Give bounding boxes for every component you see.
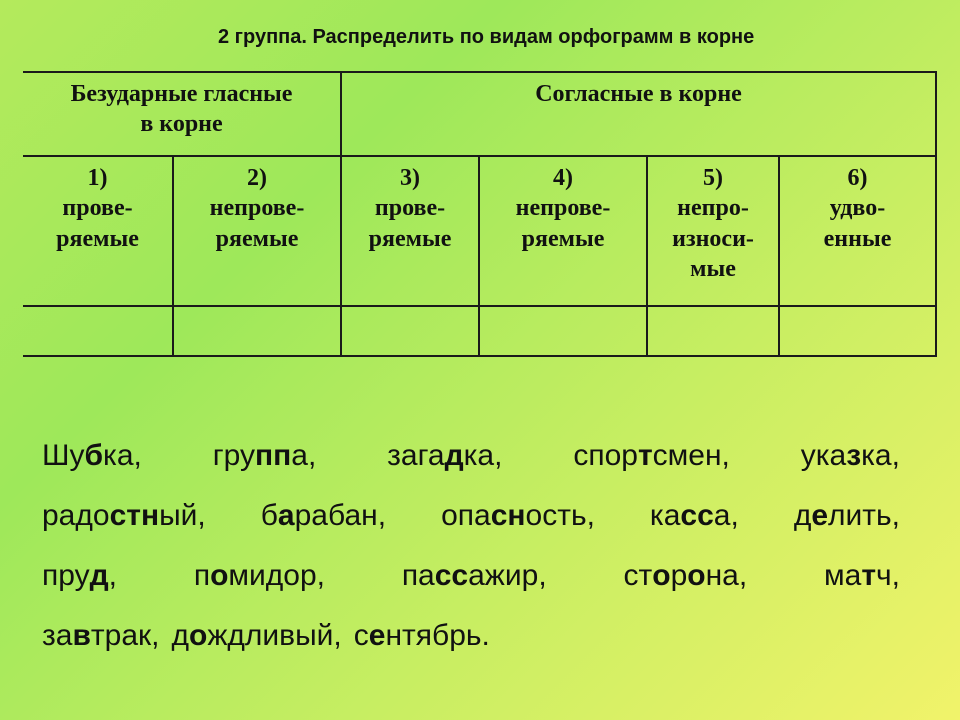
word-part: на,	[705, 559, 748, 592]
header-unstressed-vowels	[23, 72, 341, 156]
word-part: гру	[212, 439, 256, 472]
column-header-line: 6)	[847, 165, 868, 191]
column-header-1	[23, 156, 173, 306]
word	[794, 499, 900, 533]
column-header-4	[479, 156, 647, 306]
column-header-line: непрове-	[515, 195, 611, 222]
answer-cell-6[interactable]	[779, 306, 936, 356]
word-part: ка	[649, 499, 681, 532]
word	[42, 499, 206, 533]
word	[650, 499, 739, 533]
word	[441, 499, 595, 533]
orthogram-highlight: д	[89, 559, 109, 592]
word	[801, 439, 900, 473]
column-header-line: износи-	[672, 225, 754, 252]
word-part: ка,	[463, 439, 503, 472]
word	[824, 559, 900, 593]
column-header-line: непро-	[677, 195, 749, 222]
word-line	[42, 606, 900, 666]
word-part: б	[260, 499, 278, 532]
word-part: ка,	[103, 439, 142, 472]
word	[261, 499, 386, 533]
orthogram-highlight: о	[687, 559, 706, 592]
word	[573, 439, 730, 473]
word-part: трак,	[90, 619, 160, 652]
orthogram-highlight: о	[210, 559, 229, 592]
orthogram-highlight: а	[277, 499, 295, 532]
word-part: рабан,	[294, 499, 387, 532]
column-header-3	[341, 156, 479, 306]
word-part: ма	[824, 559, 862, 592]
column-header-line: ряемые	[215, 225, 299, 252]
word	[42, 559, 117, 593]
word	[354, 619, 490, 653]
column-header-line: енные	[823, 225, 892, 252]
orthogram-highlight: т	[637, 439, 653, 472]
orthogram-highlight: сн	[490, 499, 526, 532]
group-header-line: Согласные в корне	[535, 81, 742, 107]
column-header-line: удво-	[829, 195, 886, 222]
column-header-line: прове-	[62, 195, 133, 222]
answer-cell-2[interactable]	[173, 306, 341, 356]
word-part: ка,	[861, 439, 900, 472]
word	[171, 619, 341, 653]
word-part: опа	[441, 499, 491, 532]
word-line	[42, 486, 900, 546]
word	[402, 559, 547, 593]
orthogram-highlight: стн	[109, 499, 160, 532]
slide-title: 2 группа. Распределить по видам орфограмм в корне	[218, 26, 755, 48]
word-part: па	[401, 559, 435, 592]
column-header-line: 4)	[553, 165, 573, 191]
answer-cell-1[interactable]	[23, 306, 173, 356]
word-part: мидор,	[228, 559, 325, 592]
word-part: с	[353, 619, 369, 652]
column-header-line: непрове-	[209, 195, 305, 222]
word-part: пру	[42, 559, 90, 592]
word-part: п	[193, 559, 211, 592]
orthogram-highlight: е	[368, 619, 386, 652]
word	[194, 559, 325, 593]
orthogram-highlight: сс	[434, 559, 469, 592]
word-part: ый,	[159, 499, 206, 532]
word-part: радо	[42, 499, 110, 532]
header-consonants	[341, 72, 936, 156]
word-part: смен,	[652, 439, 730, 472]
group-header-line: Безударные гласные	[70, 81, 293, 107]
orthogram-highlight: сс	[680, 499, 714, 532]
column-header-line: ряемые	[56, 225, 139, 252]
word-part: д	[793, 499, 812, 532]
word-part: спор	[573, 439, 638, 472]
word	[387, 439, 502, 473]
orthogram-table	[23, 71, 937, 357]
column-header-5	[647, 156, 779, 306]
word-part: лить,	[828, 499, 900, 532]
word-part: д	[171, 619, 189, 652]
word-part: за	[42, 619, 73, 652]
orthogram-highlight: т	[861, 559, 877, 592]
answer-cell-3[interactable]	[341, 306, 479, 356]
column-header-line: ряемые	[521, 225, 605, 252]
word-line	[42, 426, 900, 486]
column-header-line: мые	[690, 256, 736, 283]
word-line	[42, 546, 900, 606]
column-header-line: 3)	[400, 165, 420, 191]
orthogram-highlight: з	[846, 439, 862, 472]
word-part: ость,	[525, 499, 595, 532]
orthogram-highlight: пп	[255, 439, 292, 472]
answer-cell-4[interactable]	[479, 306, 647, 356]
group-header-line: в корне	[140, 111, 223, 138]
word	[623, 559, 747, 593]
word-part: Шу	[42, 439, 85, 472]
orthogram-highlight: е	[811, 499, 829, 532]
word-part: ука	[800, 439, 847, 472]
word-list	[42, 426, 900, 666]
word-part: ,	[108, 559, 117, 592]
word-part: нтябрь.	[385, 619, 490, 652]
column-header-line: 1)	[87, 165, 108, 191]
orthogram-highlight: б	[84, 439, 104, 472]
column-header-line: прове-	[374, 195, 446, 222]
orthogram-highlight: о	[189, 619, 208, 652]
column-header-2	[173, 156, 341, 306]
orthogram-highlight: д	[444, 439, 464, 472]
word-part: ч,	[876, 559, 900, 592]
word-part: р	[670, 559, 688, 592]
column-header-line: 5)	[703, 165, 723, 191]
word	[42, 619, 159, 653]
answer-cell-5[interactable]	[647, 306, 779, 356]
column-header-line: 2)	[247, 165, 267, 191]
word	[213, 439, 317, 473]
word-part: а,	[291, 439, 317, 472]
word-part: ажир,	[468, 559, 547, 592]
orthogram-highlight: о	[652, 559, 671, 592]
word-part: а,	[713, 499, 739, 532]
word-part: ст	[623, 559, 653, 592]
column-header-line: ряемые	[368, 225, 452, 252]
column-header-6	[779, 156, 936, 306]
orthogram-highlight: в	[72, 619, 91, 652]
word	[42, 439, 142, 473]
word-part: ждливый,	[207, 619, 342, 652]
word-part: зага	[387, 439, 445, 472]
